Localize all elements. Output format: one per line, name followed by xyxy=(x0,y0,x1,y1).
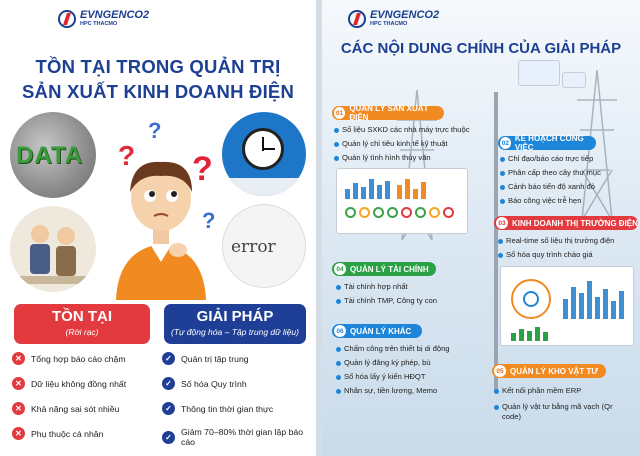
solution-item: ✓ Số hóa Quy trình xyxy=(162,377,247,390)
question-mark-icon: ? xyxy=(148,118,162,143)
section-item: Cảnh báo tiến độ xanh đỏ xyxy=(500,182,595,192)
solutions-subheading: (Tự động hóa – Tập trung dữ liệu) xyxy=(171,327,299,337)
check-circle-icon: ✓ xyxy=(162,352,175,365)
dashboard-screenshot xyxy=(336,168,468,234)
section-header: 04 QUẢN LÝ TÀI CHÍNH xyxy=(332,262,436,276)
solutions-heading: GIẢI PHÁP xyxy=(196,308,274,325)
brand-logo xyxy=(348,10,439,28)
question-mark-icon: ? xyxy=(202,208,216,233)
section-item: Quản lý đăng ký phép, bù xyxy=(336,358,431,368)
x-circle-icon: ✕ xyxy=(12,377,25,390)
section-item: Kết nối phần mềm ERP xyxy=(494,386,581,396)
data-illustration xyxy=(10,112,96,198)
x-circle-icon: ✕ xyxy=(12,402,25,415)
left-title-line-1: TỒN TẠI TRONG QUẢN TRỊ xyxy=(35,56,281,77)
problems-subheading: (Rời rạc) xyxy=(65,327,99,337)
section-item: Chấm công trên thiết bị di động xyxy=(336,344,450,354)
problem-item: ✕ Tổng hợp báo cáo chậm xyxy=(12,352,126,365)
left-title xyxy=(0,54,316,104)
section-item: Quản lý chỉ tiêu kinh tế kỹ thuật xyxy=(334,139,448,149)
section-item: Quản lý tình hình thủy văn xyxy=(334,153,431,163)
section-item: Số liệu SXKD các nhà máy trực thuộc xyxy=(334,125,470,135)
brand-logo xyxy=(58,10,149,28)
section-item: Chỉ đạo/báo cáo trực tiếp xyxy=(500,154,593,164)
solution-item: ✓ Quản trị tập trung xyxy=(162,352,249,365)
people-icon xyxy=(10,206,96,292)
section-header: 06 QUẢN LÝ KHÁC xyxy=(332,324,422,338)
data-word: DATA xyxy=(16,142,84,169)
device-screen xyxy=(518,60,560,86)
problems-heading: TỒN TẠI xyxy=(52,308,112,325)
x-circle-icon: ✕ xyxy=(12,427,25,440)
section-item: Tài chính TMP, Công ty con xyxy=(336,296,437,306)
problem-item: ✕ Phụ thuộc cá nhân xyxy=(12,427,103,440)
clock-illustration xyxy=(222,112,306,196)
logo-icon xyxy=(58,10,76,28)
logo-icon xyxy=(348,10,366,28)
brand-name: EVNGENCO2 xyxy=(370,9,440,22)
section-item: Số hóa quy trình chào giá xyxy=(498,250,593,260)
brand-sub: HPC THACMO xyxy=(370,21,408,28)
section-item: Tài chính hợp nhất xyxy=(336,282,408,292)
solutions-header xyxy=(164,304,306,344)
section-item: Số hóa lấy ý kiến HĐQT xyxy=(336,372,425,382)
error-illustration xyxy=(222,204,306,288)
right-page xyxy=(322,0,640,456)
right-title: CÁC NỘI DUNG CHÍNH CỦA GIẢI PHÁP xyxy=(340,40,622,57)
check-circle-icon: ✓ xyxy=(162,431,175,444)
problem-item: ✕ Dữ liệu không đồng nhất xyxy=(12,377,126,390)
check-circle-icon: ✓ xyxy=(162,402,175,415)
section-item: Phân cấp theo cây thư mục xyxy=(500,168,601,178)
device-screen xyxy=(562,72,586,88)
clock-icon xyxy=(242,128,284,170)
section-item: Quản lý vật tư bằng mã vạch (Qr code) xyxy=(494,402,626,422)
brand-name: EVNGENCO2 xyxy=(80,9,150,22)
left-page xyxy=(0,0,316,456)
section-item: Real-time số liệu thị trường điện xyxy=(498,236,614,246)
question-mark-icon: ? xyxy=(192,150,213,188)
x-circle-icon: ✕ xyxy=(12,352,25,365)
section-item: Báo công việc trễ hẹn xyxy=(500,196,581,206)
problem-item: ✕ Khả năng sai sót nhiều xyxy=(12,402,119,415)
error-word: error xyxy=(231,237,276,257)
section-item: Nhân sự, tiền lương, Memo xyxy=(336,386,437,396)
section-header: 05 QUẢN LÝ KHO VẬT TƯ xyxy=(492,364,606,378)
question-mark-icon: ? xyxy=(118,140,136,171)
left-title-line-2: SẢN XUẤT KINH DOANH ĐIỆN xyxy=(21,81,295,102)
section-header: 02 KẾ HOẠCH CÔNG VIỆC xyxy=(498,136,596,150)
solution-item: ✓ Thông tin thời gian thực xyxy=(162,402,273,415)
check-circle-icon: ✓ xyxy=(162,377,175,390)
people-illustration xyxy=(10,206,96,292)
section-header: 01 QUẢN LÝ SẢN XUẤT ĐIỆN xyxy=(332,106,444,120)
problems-header xyxy=(14,304,150,344)
solution-item: ✓ Giảm 70–80% thời gian lập báo cáo xyxy=(162,427,316,447)
brand-sub: HPC THACMO xyxy=(80,21,118,28)
market-screenshot xyxy=(500,266,634,346)
section-header: 03 KINH DOANH THỊ TRƯỜNG ĐIỆN xyxy=(494,216,638,230)
